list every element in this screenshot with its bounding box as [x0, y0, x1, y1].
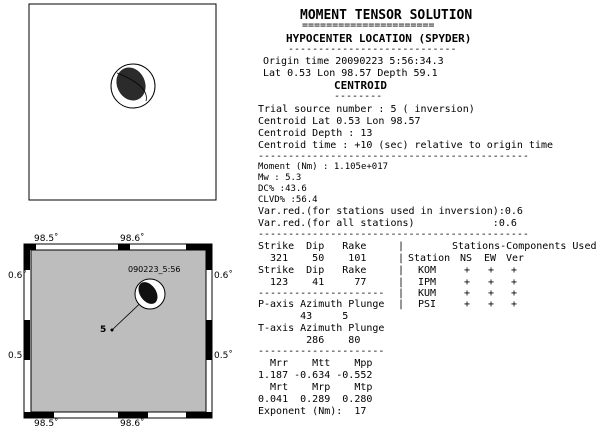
title-rule: ======================: [302, 20, 435, 31]
station-ew: +: [488, 288, 495, 299]
map-lon-top-right: 98.6˚: [120, 234, 145, 244]
t-axis-values: 286 80: [258, 335, 361, 346]
map-event-label: 090223_5:56: [128, 265, 181, 274]
centroid-title: CENTROID: [334, 79, 387, 92]
station-ew: +: [488, 265, 495, 276]
station-name: KOM: [418, 265, 437, 276]
axes-rule: ---------------------: [258, 346, 385, 357]
centroid-title-rule: --------: [334, 91, 383, 102]
p-axis-values: 43 5: [258, 311, 349, 322]
table-bar: |: [398, 299, 405, 310]
station-name: KUM: [418, 288, 437, 299]
station-ver: +: [511, 288, 518, 299]
dc-value: DC% :43.6: [258, 184, 307, 194]
planes-rule: ---------------------: [258, 288, 385, 299]
station-name: IPM: [418, 277, 437, 288]
table-bar: |: [398, 241, 405, 252]
map-lon-bottom-left: 98.5˚: [34, 419, 59, 429]
t-axis-header: T-axis Azimuth Plunge: [258, 323, 385, 334]
table-bar: |: [398, 288, 405, 299]
centroid-depth: Centroid Depth : 13: [258, 128, 373, 139]
stations-title: Stations-Components Used: [452, 241, 597, 252]
map-lat-right-bottom: 0.5˚: [214, 351, 233, 361]
centroid-lat-lon: Centroid Lat 0.53 Lon 98.57: [258, 116, 421, 127]
clvd-value: CLVD% :56.4: [258, 195, 318, 205]
exponent: Exponent (Nm): 17: [258, 406, 367, 417]
station-name: PSI: [418, 299, 437, 310]
station-ns: +: [464, 265, 471, 276]
col-ew: EW: [484, 253, 497, 264]
map-land: [31, 250, 206, 412]
station-ver: +: [511, 299, 518, 310]
hypocenter-title: HYPOCENTER LOCATION (SPYDER): [286, 32, 472, 45]
table-bar: |: [398, 277, 405, 288]
mw-value: Mw : 5.3: [258, 173, 302, 183]
hypocenter-rule: ----------------------------: [288, 44, 457, 55]
event-location-dot: [111, 329, 114, 332]
centroid-time: Centroid time : +10 (sec) relative to origin time: [258, 140, 554, 151]
hypocenter-lat-lon-depth: Lat 0.53 Lon 98.57 Depth 59.1: [263, 68, 438, 79]
mrt-header: Mrt Mrp Mtp: [258, 382, 373, 393]
col-ver: Ver: [506, 253, 525, 264]
plane2-values: 123 41 77: [258, 277, 367, 288]
varred-all: Var.red.(for all stations) :0.6: [258, 218, 517, 229]
moment-value: Moment (Nm) : 1.105e+017: [258, 162, 389, 172]
station-ns: +: [464, 277, 471, 288]
map-lat-left-top: 0.6˚: [8, 271, 27, 281]
centroid-rule: ---------------------------------------------: [258, 151, 529, 162]
map-source-number: 5: [100, 325, 107, 335]
trial-source: Trial source number : 5 ( inversion): [258, 104, 475, 115]
station-ns: +: [464, 299, 471, 310]
plane1-values: 321 50 101: [258, 253, 367, 264]
col-ns: NS: [460, 253, 473, 264]
station-ew: +: [488, 299, 495, 310]
map-lat-left-bottom: 0.5˚: [8, 351, 27, 361]
plane2-header: Strike Dip Rake: [258, 265, 367, 276]
moment-rule: ---------------------------------------------: [258, 229, 529, 240]
table-bar: |: [398, 265, 405, 276]
station-ew: +: [488, 277, 495, 288]
col-station: Station: [408, 253, 451, 264]
plane1-header: Strike Dip Rake: [258, 241, 367, 252]
page-title: MOMENT TENSOR SOLUTION: [300, 8, 473, 23]
table-bar: |: [398, 253, 405, 264]
station-ver: +: [511, 277, 518, 288]
varred-inversion: Var.red.(for stations used in inversion):0.6: [258, 206, 523, 217]
mrr-header: Mrr Mtt Mpp: [258, 358, 373, 369]
p-axis-header: P-axis Azimuth Plunge: [258, 299, 385, 310]
origin-time: Origin time 20090223 5:56:34.3: [263, 56, 444, 67]
station-ver: +: [511, 265, 518, 276]
map-lat-right-top: 0.6˚: [214, 271, 233, 281]
mrr-values: 1.187 -0.634 -0.552: [258, 370, 373, 381]
mrt-values: 0.041 0.289 0.280: [258, 394, 373, 405]
station-ns: +: [464, 288, 471, 299]
map-lon-bottom-right: 98.6˚: [120, 419, 145, 429]
map-lon-top-left: 98.5˚: [34, 234, 59, 244]
